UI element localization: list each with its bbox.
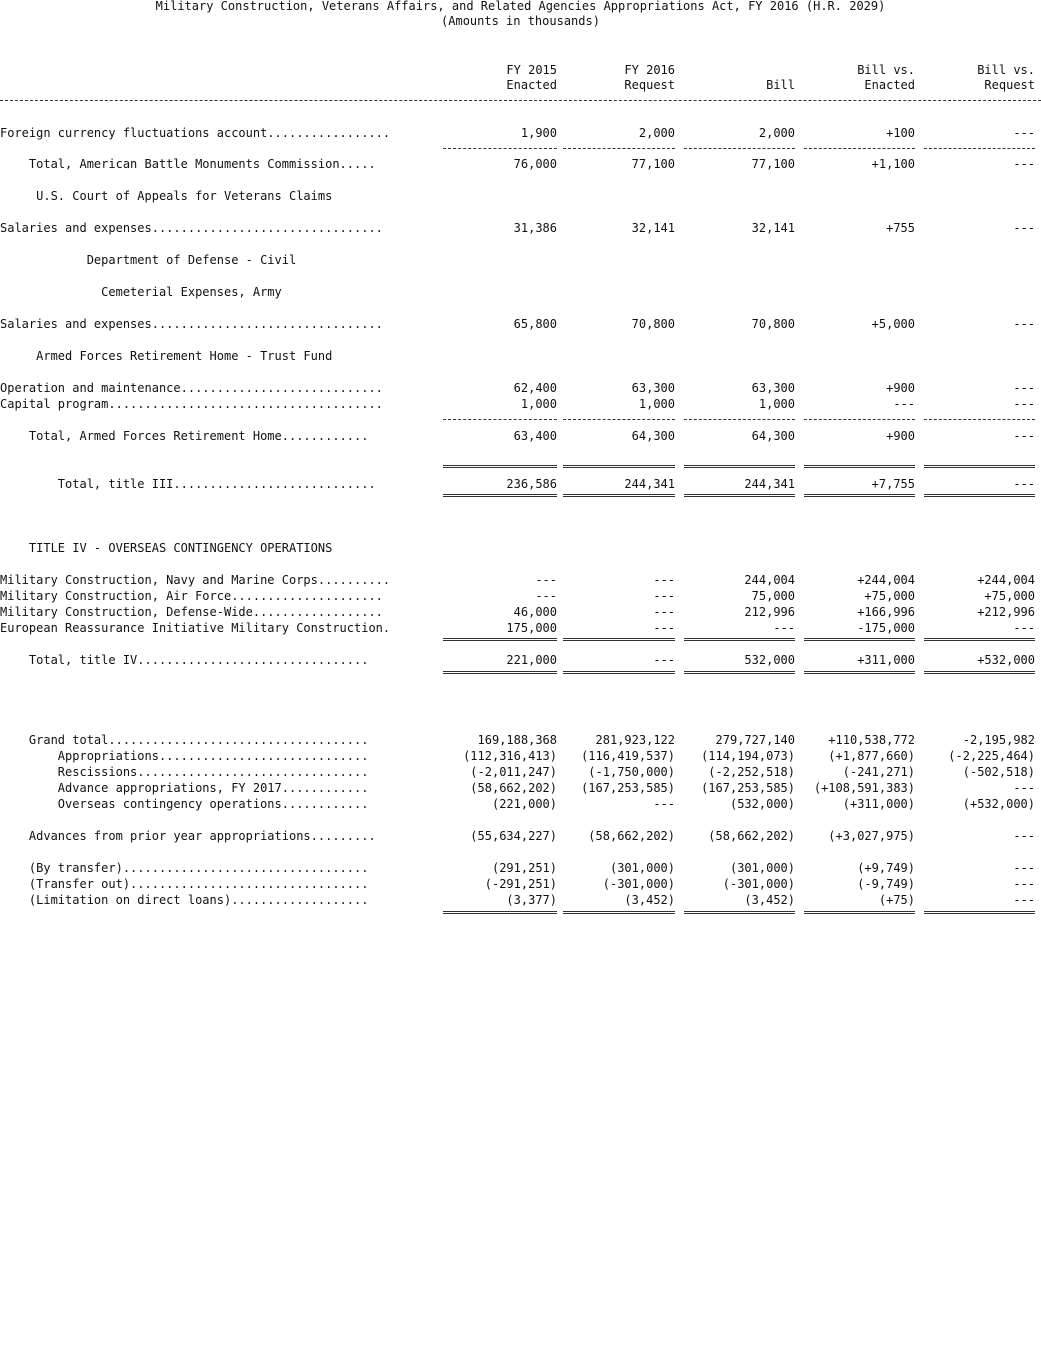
row-label: European Reassurance Initiative Military Construction.: [0, 621, 391, 635]
cell-fy2016-request: (116,419,537): [581, 749, 675, 763]
cell-fy2016-request: ---: [653, 573, 675, 587]
cell-bill-vs-request: -2,195,982: [962, 733, 1035, 747]
col-header-fy2015-line1: FY 2015: [506, 63, 557, 77]
cell-fy2016-request: ---: [653, 653, 675, 667]
cell-fy2015-enacted: (58,662,202): [470, 781, 557, 795]
table-row: [0, 284, 1041, 300]
row-label: Foreign currency fluctuations account.................: [0, 126, 391, 140]
row-label: Total, American Battle Monuments Commission.....: [0, 157, 376, 171]
cell-bill-vs-request: ---: [1013, 157, 1035, 171]
row-label: U.S. Court of Appeals for Veterans Claims: [0, 189, 333, 203]
table-row: [0, 620, 1041, 636]
dashed-rule: [443, 419, 557, 420]
page-subtitle: (Amounts in thousands): [441, 14, 600, 28]
header-divider: [0, 100, 1041, 101]
cell-bill-vs-request: +244,004: [977, 573, 1035, 587]
dashed-rule: [924, 419, 1035, 420]
cell-fy2015-enacted: 1,000: [520, 397, 557, 411]
cell-fy2015-enacted: 31,386: [513, 221, 557, 235]
table-row: [0, 125, 1041, 141]
double-rule: [924, 638, 1035, 641]
cell-fy2015-enacted: 46,000: [513, 605, 557, 619]
cell-bill-vs-enacted: +1,100: [871, 157, 915, 171]
table-row: [0, 428, 1041, 444]
cell-bill: 212,996: [744, 605, 795, 619]
double-rule: [804, 671, 915, 674]
cell-fy2016-request: 244,341: [624, 477, 675, 491]
row-label: Salaries and expenses................................: [0, 221, 383, 235]
cell-bill: (58,662,202): [708, 829, 795, 843]
cell-fy2015-enacted: 175,000: [506, 621, 557, 635]
cell-bill: (-301,000): [722, 877, 795, 891]
cell-fy2015-enacted: ---: [535, 589, 557, 603]
cell-bill-vs-enacted: +311,000: [857, 653, 915, 667]
cell-bill-vs-enacted: -175,000: [857, 621, 915, 635]
table-row: [0, 380, 1041, 396]
table-row: [0, 860, 1041, 876]
cell-bill-vs-enacted: (+75): [878, 893, 915, 907]
double-rule: [563, 465, 675, 468]
cell-bill-vs-enacted: +244,004: [857, 573, 915, 587]
cell-bill-vs-request: +75,000: [984, 589, 1035, 603]
cell-fy2015-enacted: ---: [535, 573, 557, 587]
cell-fy2015-enacted: 62,400: [513, 381, 557, 395]
cell-fy2016-request: (58,662,202): [588, 829, 675, 843]
double-rule: [684, 638, 795, 641]
double-rule: [443, 638, 557, 641]
cell-fy2016-request: (167,253,585): [581, 781, 675, 795]
cell-bill-vs-enacted: +7,755: [871, 477, 915, 491]
cell-bill-vs-enacted: +755: [886, 221, 915, 235]
double-rule: [804, 638, 915, 641]
cell-bill: 75,000: [751, 589, 795, 603]
cell-bill: (-2,252,518): [708, 765, 795, 779]
row-label: Military Construction, Defense-Wide..................: [0, 605, 383, 619]
row-label: Total, Armed Forces Retirement Home............: [0, 429, 369, 443]
row-label: Military Construction, Navy and Marine Corps..........: [0, 573, 391, 587]
row-label: Total, title IV................................: [0, 653, 369, 667]
cell-fy2016-request: ---: [653, 797, 675, 811]
cell-fy2016-request: 64,300: [631, 429, 675, 443]
double-rule: [924, 494, 1035, 497]
cell-fy2016-request: 77,100: [631, 157, 675, 171]
double-rule: [924, 465, 1035, 468]
col-header-vs-enacted-line2: Enacted: [864, 78, 915, 92]
cell-bill-vs-request: ---: [1013, 829, 1035, 843]
cell-bill-vs-enacted: +75,000: [864, 589, 915, 603]
double-rule: [924, 911, 1035, 914]
cell-bill-vs-request: ---: [1013, 221, 1035, 235]
cell-fy2015-enacted: 65,800: [513, 317, 557, 331]
col-header-vs-request-line1: Bill vs.: [977, 63, 1035, 77]
table-row: [0, 476, 1041, 492]
double-rule: [684, 671, 795, 674]
col-header-fy2015-line2: Enacted: [506, 78, 557, 92]
table-row: [0, 252, 1041, 268]
col-header-bill: Bill: [766, 78, 795, 92]
cell-fy2015-enacted: (291,251): [491, 861, 557, 875]
cell-bill-vs-enacted: +166,996: [857, 605, 915, 619]
col-header-vs-enacted-line1: Bill vs.: [857, 63, 915, 77]
cell-bill-vs-enacted: ---: [893, 397, 915, 411]
cell-bill: 244,004: [744, 573, 795, 587]
cell-fy2015-enacted: 1,900: [520, 126, 557, 140]
cell-fy2016-request: (-1,750,000): [588, 765, 675, 779]
cell-bill-vs-request: (-502,518): [962, 765, 1035, 779]
cell-bill-vs-enacted: (-9,749): [857, 877, 915, 891]
cell-bill-vs-request: ---: [1013, 861, 1035, 875]
cell-bill-vs-request: ---: [1013, 781, 1035, 795]
table-row: [0, 588, 1041, 604]
cell-fy2016-request: (-301,000): [602, 877, 675, 891]
cell-bill-vs-enacted: (-241,271): [842, 765, 915, 779]
cell-bill: 64,300: [751, 429, 795, 443]
cell-bill: (3,452): [744, 893, 795, 907]
cell-bill-vs-enacted: +100: [886, 126, 915, 140]
row-label: Cemeterial Expenses, Army: [0, 285, 282, 299]
cell-bill: 70,800: [751, 317, 795, 331]
cell-bill-vs-request: (-2,225,464): [948, 749, 1035, 763]
row-label: TITLE IV - OVERSEAS CONTINGENCY OPERATIONS: [0, 541, 333, 555]
table-row: [0, 892, 1041, 908]
cell-fy2015-enacted: 63,400: [513, 429, 557, 443]
cell-fy2016-request: (301,000): [609, 861, 675, 875]
row-label: Rescissions................................: [0, 765, 369, 779]
cell-fy2015-enacted: 76,000: [513, 157, 557, 171]
cell-bill-vs-enacted: (+108,591,383): [813, 781, 915, 795]
cell-bill-vs-enacted: +5,000: [871, 317, 915, 331]
table-row: [0, 876, 1041, 892]
double-rule: [443, 671, 557, 674]
cell-bill-vs-request: (+532,000): [962, 797, 1035, 811]
double-rule: [443, 494, 557, 497]
table-row: [0, 316, 1041, 332]
cell-bill-vs-request: ---: [1013, 126, 1035, 140]
cell-bill-vs-request: ---: [1013, 621, 1035, 635]
cell-fy2015-enacted: (221,000): [491, 797, 557, 811]
cell-bill-vs-request: ---: [1013, 429, 1035, 443]
cell-bill-vs-request: ---: [1013, 397, 1035, 411]
row-label: Overseas contingency operations............: [0, 797, 369, 811]
cell-fy2016-request: 32,141: [631, 221, 675, 235]
row-label: Grand total....................................: [0, 733, 369, 747]
double-rule: [684, 494, 795, 497]
cell-fy2015-enacted: (112,316,413): [463, 749, 557, 763]
cell-fy2016-request: 281,923,122: [595, 733, 675, 747]
cell-bill-vs-request: +212,996: [977, 605, 1035, 619]
cell-bill: 2,000: [758, 126, 795, 140]
dashed-rule: [563, 419, 675, 420]
cell-bill: 1,000: [758, 397, 795, 411]
cell-bill: (167,253,585): [701, 781, 795, 795]
cell-fy2015-enacted: 236,586: [506, 477, 557, 491]
table-row: [0, 828, 1041, 844]
cell-fy2016-request: ---: [653, 621, 675, 635]
double-rule: [563, 494, 675, 497]
cell-fy2016-request: 2,000: [638, 126, 675, 140]
cell-fy2015-enacted: 221,000: [506, 653, 557, 667]
row-label: Total, title III............................: [0, 477, 376, 491]
cell-bill-vs-request: ---: [1013, 893, 1035, 907]
double-rule: [443, 465, 557, 468]
double-rule: [804, 911, 915, 914]
cell-fy2015-enacted: (-2,011,247): [470, 765, 557, 779]
page-title: Military Construction, Veterans Affairs, and Related Agencies Appropriations Act, FY 2016 (H.R. 2029): [155, 0, 886, 13]
table-row: [0, 796, 1041, 812]
cell-bill-vs-request: ---: [1013, 877, 1035, 891]
double-rule: [684, 911, 795, 914]
dashed-rule: [684, 419, 795, 420]
double-rule: [684, 465, 795, 468]
cell-bill-vs-enacted: (+9,749): [857, 861, 915, 875]
cell-bill: (532,000): [729, 797, 795, 811]
row-label: Salaries and expenses................................: [0, 317, 383, 331]
double-rule: [804, 465, 915, 468]
table-row: [0, 732, 1041, 748]
double-rule: [924, 671, 1035, 674]
table-row: [0, 652, 1041, 668]
table-row: [0, 156, 1041, 172]
cell-bill-vs-request: +532,000: [977, 653, 1035, 667]
row-label: Department of Defense - Civil: [0, 253, 297, 267]
cell-bill: 244,341: [744, 477, 795, 491]
cell-fy2015-enacted: (-291,251): [484, 877, 557, 891]
cell-bill-vs-request: ---: [1013, 381, 1035, 395]
row-label: (Transfer out).................................: [0, 877, 369, 891]
cell-bill-vs-enacted: (+311,000): [842, 797, 915, 811]
table-row: [0, 188, 1041, 204]
dashed-rule: [804, 419, 915, 420]
double-rule: [563, 911, 675, 914]
col-header-fy2016-line1: FY 2016: [624, 63, 675, 77]
cell-bill: (114,194,073): [701, 749, 795, 763]
table-row: [0, 348, 1041, 364]
cell-bill: ---: [773, 621, 795, 635]
dashed-rule: [924, 148, 1035, 149]
row-label: Advances from prior year appropriations.........: [0, 829, 376, 843]
cell-fy2016-request: ---: [653, 605, 675, 619]
cell-fy2016-request: 70,800: [631, 317, 675, 331]
cell-bill-vs-enacted: (+1,877,660): [828, 749, 915, 763]
row-label: Capital program......................................: [0, 397, 383, 411]
table-row: [0, 764, 1041, 780]
cell-fy2015-enacted: (55,634,227): [470, 829, 557, 843]
cell-fy2016-request: 1,000: [638, 397, 675, 411]
row-label: Military Construction, Air Force.....................: [0, 589, 383, 603]
cell-bill-vs-enacted: +900: [886, 429, 915, 443]
cell-fy2015-enacted: 169,188,368: [477, 733, 557, 747]
cell-bill: 532,000: [744, 653, 795, 667]
double-rule: [804, 494, 915, 497]
cell-bill-vs-enacted: +110,538,772: [828, 733, 915, 747]
cell-fy2016-request: 63,300: [631, 381, 675, 395]
row-label: Armed Forces Retirement Home - Trust Fund: [0, 349, 333, 363]
dashed-rule: [443, 148, 557, 149]
table-row: [0, 604, 1041, 620]
cell-bill-vs-enacted: (+3,027,975): [828, 829, 915, 843]
cell-bill-vs-request: ---: [1013, 317, 1035, 331]
table-row: [0, 540, 1041, 556]
double-rule: [443, 911, 557, 914]
cell-bill: 77,100: [751, 157, 795, 171]
dashed-rule: [563, 148, 675, 149]
cell-fy2016-request: ---: [653, 589, 675, 603]
table-row: [0, 220, 1041, 236]
table-row: [0, 748, 1041, 764]
table-row: [0, 396, 1041, 412]
col-header-fy2016-line2: Request: [624, 78, 675, 92]
row-label: Advance appropriations, FY 2017............: [0, 781, 369, 795]
cell-fy2016-request: (3,452): [624, 893, 675, 907]
row-label: (Limitation on direct loans)...................: [0, 893, 369, 907]
dashed-rule: [804, 148, 915, 149]
cell-fy2015-enacted: (3,377): [506, 893, 557, 907]
cell-bill: (301,000): [729, 861, 795, 875]
cell-bill-vs-request: ---: [1013, 477, 1035, 491]
cell-bill: 279,727,140: [715, 733, 795, 747]
row-label: Appropriations.............................: [0, 749, 369, 763]
table-row: [0, 780, 1041, 796]
table-row: [0, 572, 1041, 588]
cell-bill-vs-enacted: +900: [886, 381, 915, 395]
double-rule: [563, 638, 675, 641]
row-label: Operation and maintenance............................: [0, 381, 383, 395]
row-label: (By transfer)..................................: [0, 861, 369, 875]
dashed-rule: [684, 148, 795, 149]
cell-bill: 63,300: [751, 381, 795, 395]
col-header-vs-request-line2: Request: [984, 78, 1035, 92]
double-rule: [563, 671, 675, 674]
cell-bill: 32,141: [751, 221, 795, 235]
